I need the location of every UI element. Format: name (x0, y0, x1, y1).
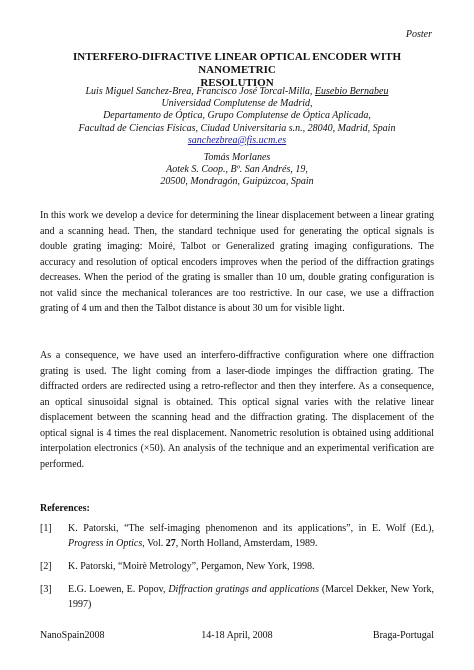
title-line-1: INTERFERO-DIFRACTIVE LINEAR OPTICAL ENCODER WITH NANOMETRIC (72, 51, 401, 76)
reference-number: [3] (40, 584, 52, 595)
reference-publisher: , North Holland, Amsterdam, 1989. (175, 538, 318, 549)
reference-number: [1] (40, 523, 52, 534)
email-link[interactable]: sanchezbrea@fis.ucm.es (187, 134, 287, 146)
title-line-2: RESOLUTION (200, 77, 274, 89)
paper-title (40, 51, 434, 90)
abstract-paragraph-1: In this work we develop a device for determining the linear displacement between a linear grating and a scanning head. Then, the standard technique used for generating the optical signals is double grating imaging: Moiré, Talbot or Generalized grating imaging configurations. The accuracy and resolution of optical encoders improves when the period of the diffraction gratings decreases. When the period of the grating is smaller than 10 um, double grating configuration is not valid since the mechanical tolerances are too restrictive. In our case, we use a diffraction grating of 4 um and then the Talbot distance is about 30 um for visible light. (40, 210, 434, 315)
reference-text (68, 521, 434, 551)
authors-prefix: Luis Miguel Sanchez-Brea, Francisco José Torcal-Milla, (85, 86, 315, 97)
footer-date: 14-18 April, 2008 (201, 630, 273, 641)
author-morlanes: Tomás Morlanes (203, 152, 271, 163)
reference-item (40, 521, 434, 551)
faculty-line: Facultad de Ciencias Físicas, Ciudad Universitaria s.n., 28040, Madrid, Spain (78, 122, 396, 134)
reference-number: [2] (40, 561, 52, 572)
volume-number: 27 (165, 538, 176, 549)
references-heading: References: (40, 503, 90, 514)
poster-tag: Poster (405, 29, 432, 40)
address-line: 20500, Mondragón, Guipúzcoa, Spain (160, 176, 314, 188)
reference-text: K. Patorski, “Moirè Metrology”, Pergamon, New York, 1998. (68, 561, 315, 572)
page-footer (40, 630, 434, 644)
company-line: Aotek S. Coop., Bº. San Andrés, 19, (166, 164, 308, 176)
journal-title: Progress in Optics (68, 538, 143, 549)
presenting-author: Eusebio Bernabeu (314, 86, 389, 97)
affiliation-aotek (40, 152, 434, 189)
reference-vol-label: , Vol. (142, 538, 166, 549)
abstract-paragraph-2: As a consequence, we have used an interfero-diffractive configuration where one diffraction grating is used. The light coming from a laser-diode impinges the diffraction grating. The diffracted orders are redirected using a retro-reflector and then they interfere. As a consequence, an optical sinusoidal signal is obtained. This optical signal varies with the relative linear displacement between the scanning head and the diffraction grating. The displacement of the optical signal is 4 times the real displacement. Nanometric resolution is obtained using additional interpolation electronics (×50). An analysis of the technique and an experimental verification are performed. (40, 350, 434, 470)
footer-conference: NanoSpain2008 (40, 630, 105, 641)
book-title: Diffraction gratings and applications (168, 584, 319, 595)
authors-line (40, 86, 434, 98)
reference-text (68, 582, 434, 612)
affiliation-ucm (40, 86, 434, 147)
reference-authors: K. Patorski, “The self-imaging phenomenon and its applications”, in E. Wolf (Ed.), (68, 523, 434, 534)
reference-publisher: (Marcel Dekker, New York, 1997) (68, 584, 434, 610)
reference-authors: E.G. Loewen, E. Popov, (68, 584, 169, 595)
department-line: Departamento de Óptica, Grupo Complutense de Óptica Aplicada, (103, 110, 371, 122)
reference-item (40, 582, 434, 612)
university-line: Universidad Complutense de Madrid, (161, 98, 313, 110)
footer-location: Braga-Portugal (372, 630, 434, 641)
reference-item (40, 559, 434, 574)
